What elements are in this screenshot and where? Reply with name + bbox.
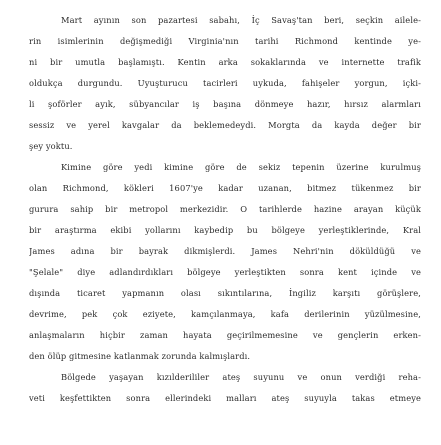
text-line: rin isimlerinin değişmediği Virginia'nın tarihi Richmond kentinde ye- xyxy=(29,36,421,46)
text-line: veti keşfettikten sonra ellerindeki malları ateş suyuyla takas etmeye xyxy=(29,393,421,403)
body-text xyxy=(29,10,421,409)
text-line: oldukça durgundu. Uyuşturucu tacirleri uykuda, fahişeler yorgun, içki- xyxy=(29,78,421,88)
text-line: "Şelale" diye adlandırdıkları bölgeye yerleştikten sonra kent içinde ve xyxy=(29,267,421,277)
text-line: devrime, pek çok eziyete, kamçılanmaya, kafa derilerinin yüzülmesine, xyxy=(29,309,421,319)
text-line: Mart ayının son pazartesi sabahı, İç Savaş'tan beri, seçkin ailele- xyxy=(61,15,421,25)
text-line: ni bir umutla başlamıştı. Kentin arka sokaklarında ve internette trafik xyxy=(29,57,421,67)
text-line: olan Richmond, kökleri 1607'ye kadar uzanan, bitmez tükenmez bir xyxy=(29,183,421,193)
text-line: bir araştırma ekibi yollarını kaybedip bu bölgeye yerleştiklerinde, Kral xyxy=(29,225,421,235)
paragraph-1 xyxy=(29,10,421,157)
paragraph-3 xyxy=(29,367,421,409)
text-line: gurura sahip bir metropol merkezidir. O tarihlerde hazine arayan küçük xyxy=(29,204,421,214)
text-line: Bölgede yaşayan kızılderililer ateş suyunu ve onun verdiği reha- xyxy=(61,372,421,382)
text-line: Kimine göre yedi kimine göre de sekiz tepenin üzerine kurulmuş xyxy=(61,162,421,172)
text-line: den ölüp gitmesine katlanmak zorunda kalmışlardı. xyxy=(29,351,251,361)
text-line: anlaşmaların hiçbir zaman hayata geçirilmemesine ve gençlerin erken- xyxy=(29,330,421,340)
paragraph-2 xyxy=(29,157,421,367)
text-line: James adına bir bayrak dikmişlerdi. James Nehri'nin döküldüğü ve xyxy=(29,246,421,256)
text-line: li şoförler ayık, sübyancılar iş başına dönmeye hazır, hırsız alarmları xyxy=(29,99,421,109)
text-line: şey yoktu. xyxy=(29,141,73,151)
text-line: dışında ticaret yapmanın olası sıkıntılarına, İngiliz karşıtı görüşlere, xyxy=(29,288,421,298)
text-line: sessiz ve yerel kavgalar da beklemedeydi. Morgta da kayda değer bir xyxy=(29,120,421,130)
